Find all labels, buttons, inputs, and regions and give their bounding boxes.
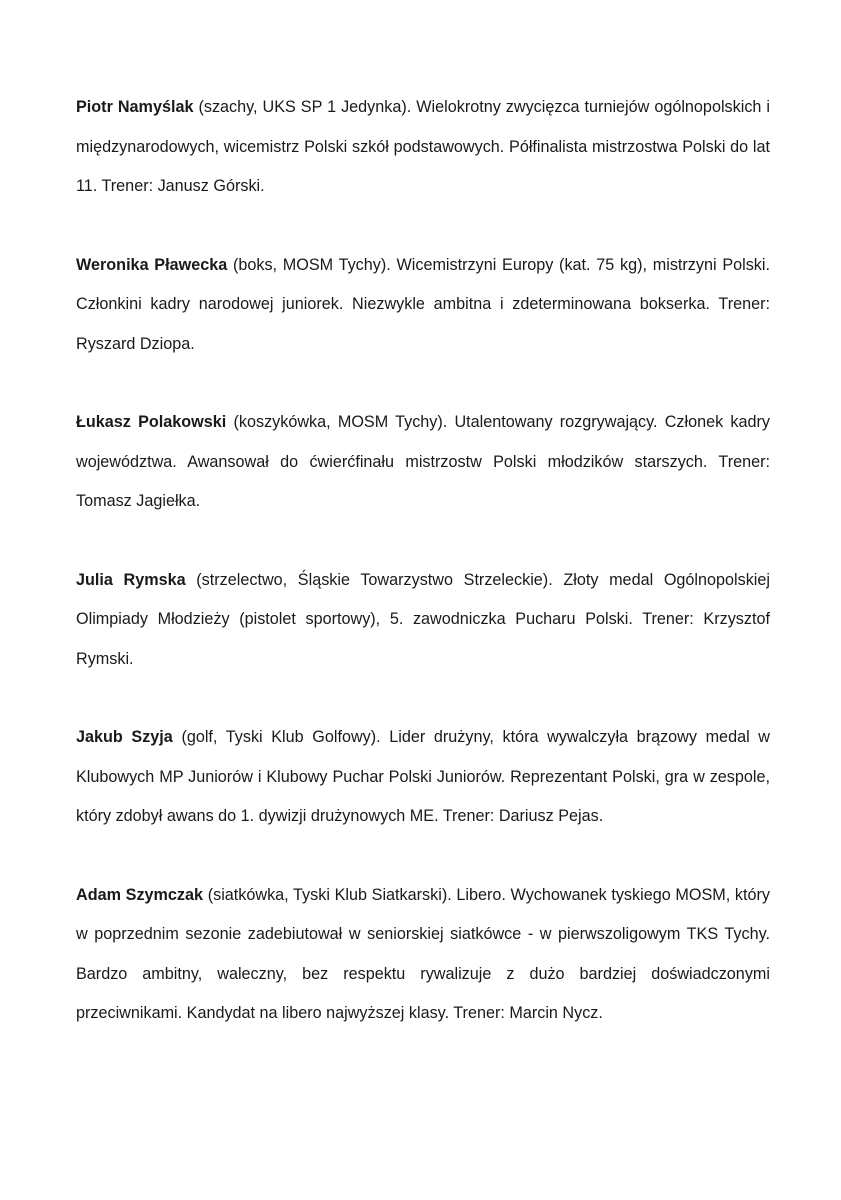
athlete-description: (siatkówka, Tyski Klub Siatkarski). Libero. Wychowanek tyskiego MOSM, który w poprzednim sezonie zadebiutował w seniorskiej siatkówce - w pierwszoligowym TKS Tychy. Bardzo ambitny, waleczny, bez respektu rywalizuje z dużo bardziej doświadczonymi przeciwnikami. Kandydat na libero najwyższej klasy. Trener: Marcin Nycz. bbox=[76, 885, 770, 1022]
athlete-name: Weronika Pławecka bbox=[76, 255, 228, 274]
athlete-name: Adam Szymczak bbox=[76, 885, 204, 904]
athlete-entry bbox=[76, 718, 770, 837]
athlete-entry bbox=[76, 561, 770, 680]
athlete-entry bbox=[76, 88, 770, 207]
athlete-name: Julia Rymska bbox=[76, 570, 186, 589]
athlete-entry bbox=[76, 876, 770, 1034]
athlete-entry bbox=[76, 246, 770, 365]
athlete-description: (golf, Tyski Klub Golfowy). Lider drużyny, która wywalczyła brązowy medal w Klubowych MP Juniorów i Klubowy Puchar Polski Juniorów. Reprezentant Polski, gra w zespole, który zdobył awans do 1. dywizji drużynowych ME. Trener: Dariusz Pejas. bbox=[76, 728, 770, 825]
athlete-description: (boks, MOSM Tychy). Wicemistrzyni Europy (kat. 75 kg), mistrzyni Polski. Członkini kadry narodowej juniorek. Niezwykle ambitna i zdeterminowana bokserka. Trener: Ryszard Dziopa. bbox=[76, 255, 770, 353]
document-page bbox=[76, 88, 770, 1073]
athlete-description: (koszykówka, MOSM Tychy). Utalentowany rozgrywający. Członek kadry województwa. Awansował do ćwierćfinału mistrzostw Polski młodzików starszych. Trener: Tomasz Jagiełka. bbox=[76, 413, 771, 510]
athlete-name: Jakub Szyja bbox=[76, 728, 173, 746]
athlete-description: (strzelectwo, Śląskie Towarzystwo Strzeleckie). Złoty medal Ogólnopolskiej Olimpiady Młodzieży (pistolet sportowy), 5. zawodniczka Pucharu Polski. Trener: Krzysztof Rymski. bbox=[76, 570, 771, 668]
athlete-name: Piotr Namyślak bbox=[76, 98, 194, 116]
athlete-description: (szachy, UKS SP 1 Jedynka). Wielokrotny zwycięzca turniejów ogólnopolskich i międzynarodowych, wicemistrz Polski szkół podstawowych. Półfinalista mistrzostwa Polski do lat 11. Trener: Janusz Górski. bbox=[76, 98, 771, 195]
athlete-entry bbox=[76, 403, 770, 522]
athlete-name: Łukasz Polakowski bbox=[76, 413, 227, 431]
